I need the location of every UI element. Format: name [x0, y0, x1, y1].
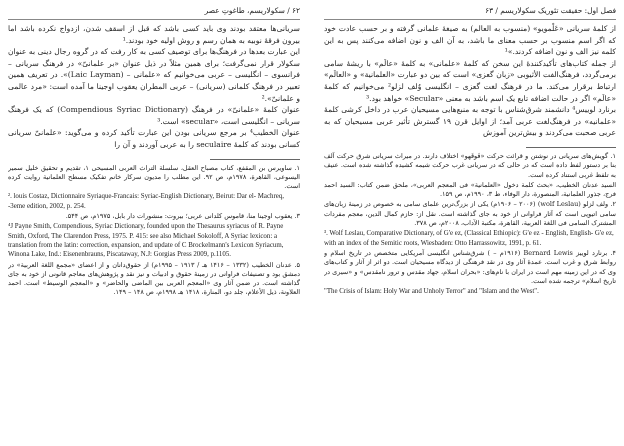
running-header — [324, 6, 616, 20]
footnote-rule — [526, 147, 616, 148]
footnotes — [324, 152, 616, 296]
footnote: ⁴J Payne Smith, Compendious, Syriac Dictionary, founded upon the Thesaurus syriacus of R. Payne Smith, Oxford, The Clarendon Press, 1975. P. 415: see also Michael Sokoloff, A Syriac lexicon: a translation from the latin: correction, expansion, and update of C Brockelmann's Lexicon Syriacum, Winona Lake, Ind.: Eisenenbrauns, Piscataway, N.J: Gorgias Press 2009, p.1105. — [8, 223, 284, 259]
footnote: ۴. برنارد لوییز Bernard Lewis (۱۹۱۶م – ) شرق‌شناس انگلیسی آمریکایی متخصص در تاریخ اسلام و روابط شرق و غرب است. عمدهٔ آثار وی در نقد فرهنگی از دیدگاه مسیحیان است. دو اثر از آثار و کتاب‌های وی که در این زمینه مهم است در ایران با نام‌های: «بحران اسلام، جهاد مقدس و ترور نامقدس» و «سیری در تاریخ اسلام» ترجمه شده است. — [324, 248, 616, 285]
header-title: فصل اول: حقیقت تئوریک سکولاریسم / ۶۳ — [485, 6, 616, 15]
page-63 — [324, 6, 616, 442]
paragraph: برنارد لوییس⁴ دانشمند شرق‌شناس با توجه به منبع‌هایی مسیحیان عرب در داخل کرشی کلمهٔ «علمانیه» در فرهنگ‌لغت عربی آمد؛ از اوایل قرن ۱۹ گسترش تأثیر عربی مسیحیان که به عربی صحبت می‌کردند و بیش‌ترین آموزش — [324, 105, 616, 138]
paragraph: عنوان الخطیب⁴ بر مرجع سریانی بودن این عبارت تأکید کرده و می‌گوید: «علمانیّ سریانی کسانی بودند که کلمهٔ seculaire را به عربی آوردند و آن را — [8, 128, 300, 149]
footnote-rule — [210, 159, 300, 160]
footnote: السید عدنان الخطیب، «بحث کلمة دخول «العلمانیة» فی المعجم العربی»، ملحق ضمن کتاب: السید احمد فرج، جذور العلمانیة، المنصورة، دار الوفاء، ط ۳، ۱۹۹۰م، ص ۱۵۹. — [324, 180, 616, 199]
body-text — [324, 23, 616, 139]
paragraph: این عبارت بعدها در فرهنگ‌ها برای توصیف کسی به کار رفت که در گروه رجال دینی به عنوان سکولار قرار نمی‌گرفت؛ برای همین مثلاً در ذیل عنوان «بر علمانیّ» در فرهنگ سریانی – فرانسوی – انگلیسی – عربی می‌خوانیم که «علمانی – (Laic Layman)». در تعریف همین تعبیر در فرهنگ کلمانی (سریانی) – عربی المطران یعقوب اوجینا ما آمده است: «مرد عالمی و علمانیّ».² — [8, 47, 300, 103]
footnote: ۳. یعقوب اوجینا منا، قاموس کلدانی عربی؛ بیروت: منشورات دار بابل، ۱۹۷۵م، ص ۵۴۴. — [65, 212, 300, 221]
footnotes — [8, 164, 300, 298]
running-header — [8, 6, 300, 20]
paragraph: سریانی‌ها معتقد بودند وی باید کسی باشد که قبل از اسقف شدن، ازدواج نکرده باشد اما بیرون فرقهٔ نوبیه به همان رسم و روش اولیه خود بودند.¹ — [8, 24, 300, 45]
body-text — [8, 23, 300, 151]
footnote: ۲. ولف لزلو (wolf Leslau) (۱۹۰۶ – ۲۰۰۶م) یکی از بزرگ‌ترین علمای سامی به خصوص در زمینهٔ زبان‌های سامی اتیوپی است که آثار فراوانی از خود به جای گذاشته است. نقل از: حازم کمال الدین، معجم مفردات المشترک السامی فی اللغة العربیة، القاهرة، مکتبة الآداب، ۲۰۰۸م، ص ۳۷۸. — [324, 200, 616, 228]
page-62 — [8, 6, 300, 442]
footnote: ۵. عدنان الخطیب (۱۳۳۲ – ۱۴۱۶ هـ / ۱۹۱۳ – ۱۹۹۵م) از حقوق‌دانان و از اعضای «مجمع اللغة العربیة» در دمشق بود و تصنیفات فراوانی در زمینهٔ حقوق و ادبیات و نیز نقد و پژوهش‌های معاجم قانونی از خود به جای گذاشته است. در ضمن آثار وی «المعجم العربی بین الماضی والحاضر» و «المعجم الوسیط» است. احمد العلاونة، ذیل الأعلام، جلد دو، المنارة، ۱۴۱۸ هـ ۱۹۹۸م، ص ۱۴۸ – ۱۴۹. — [8, 260, 300, 297]
paragraph: از کلمهٔ سریانی «عَلْمویو» (منسوب به العالم) به صیغهٔ علمانی گرفته و بر حسب عادت خود که اگر اسم منسوب بر حسب معنای ما باشد، به آن الف و نون اضافه می‌کنند پس به این کلمه نیز الف و نون اضافه کردند.»¹ — [324, 24, 616, 57]
header-title: ۶۲ / سکولاریسم، طاغوتِ عصر — [204, 6, 300, 15]
paragraph: از جمله کتاب‌های تأکیدکنندهٔ این سخن که کلمهٔ «علمانی» به کلمهٔ «عالَم» با ریشهٔ سامی برمی‌گردد، فرهنگ‌الفت الأثیوبی «زبان گعزی» است که بین دو عبارت «العلمانیة» و «العالَم» ارتباط برقرار می‌کند. ما در فرهنگ لغت گعزی – انگلیسی وُلف لزلو² می‌خوانیم که کلمهٔ «عالَم» اگر در حالت اضافه تابع یک اسم باشد به معنی «Secular» خواهد بود.³ — [324, 58, 616, 103]
paragraph: عنوان کلمهٔ «علمانیّ» در فرهنگ (Compendious Syriac Dictionary) که یک فرهنگ سریانی – انگلیسی است، «secular» است.³ — [8, 105, 300, 126]
footnote: ³. Wolf Leslau, Comparative Dictionary, of G'e ez, (Classical Ethiopic): G'e ez - English, English- G'e ez, with an index of the Semitic roots, Wiesbaden: Otto Harrassowitz, 1991, p. 61. — [324, 230, 614, 247]
footnote: "The Crisis of Islam: Holy War and Unholy Terror" and "Islam and the West". — [324, 288, 539, 296]
footnote: ². louis Costaz, Dictionnaire Syriaque-Francais: Syriac-English Dictionary, Beirut: Dar el- Machreq, -3eme edition, 2002, p. 254. — [8, 193, 285, 210]
footnote: ۱. ساویرس بن المقفع، کتاب مصباح العقل، سلسلة التراث العربی المسیحی ۱، تقدیم و تحقیق خلیل سمیر الیسوعی، القاهرة، ۱۹۷۸م، ص ۹۲. این مطلب را مدیون سرکار خانم تفکیک مسطح العلمانیة روایت کرده است. — [8, 163, 300, 191]
footnote: ۱. گویش‌های سریانی در نوشتن و قرائت حرکت «فَوقَهو» اختلاف دارند. در میراث سریانی شرق حرکت آلف بنا بر دستور لفظ داده است که در حالی که در سریانی غرب حرکت شیمه کشیده گذاشته شده است. عنیف به تلفظ غربی استناد کرده است. — [324, 151, 616, 179]
